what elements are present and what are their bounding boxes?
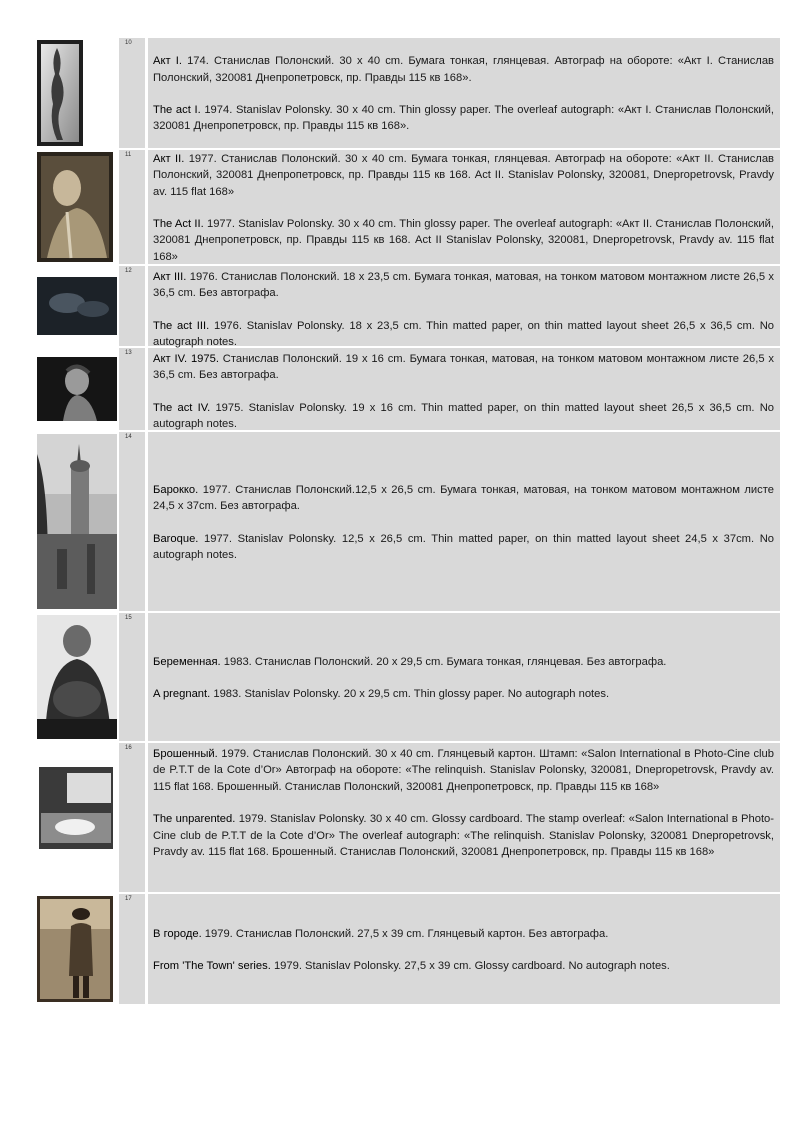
russian-text: 1976. Станислав Полонский. 18 x 23,5 cm. Бумага тонкая, матовая, на тонком матовом монтажном листе 26,5 x 36,5 cm. Без автографа. xyxy=(153,271,774,300)
number-cell xyxy=(117,348,148,430)
description-cell xyxy=(148,150,780,264)
catalog-row xyxy=(35,38,780,150)
russian-text: 1979. Станислав Полонский. 27,5 x 39 cm. Глянцевый картон. Без автографа. xyxy=(201,927,609,940)
catalog-row xyxy=(35,432,780,613)
english-title: The act IV. xyxy=(153,401,211,414)
catalog-row xyxy=(35,894,780,1006)
number-cell xyxy=(117,743,148,892)
english-title: The act III. xyxy=(153,319,210,332)
thumbnail-cell xyxy=(35,894,117,1004)
english-text: 1976. Stanislav Polonsky. 18 x 23,5 cm. Thin matted paper, on thin matted layout sheet 26,5 x 36,5 cm. No autograph notes. xyxy=(153,319,774,349)
russian-title: В городе. xyxy=(153,927,202,940)
street-child-photo-icon xyxy=(37,763,115,873)
description-cell xyxy=(148,38,780,148)
item-number: 17 xyxy=(125,896,132,902)
description-cell xyxy=(148,432,780,611)
english-title: The unparented. xyxy=(153,813,236,826)
english-description xyxy=(153,531,774,564)
description-cell xyxy=(148,743,780,892)
english-description xyxy=(153,686,774,702)
dark-figure-photo-icon xyxy=(37,277,117,335)
catalog-row xyxy=(35,743,780,894)
russian-title: Барокко. xyxy=(153,483,199,496)
description-cell xyxy=(148,348,780,430)
nude-figure-photo-icon xyxy=(37,40,83,146)
baroque-church-photo-icon xyxy=(37,434,117,609)
thumbnail-cell xyxy=(35,613,117,741)
russian-title: Акт IV. 1975. xyxy=(153,353,219,365)
english-text: 1979. Stanislav Polonsky. 30 x 40 cm. Glossy cardboard. The stamp overleaf: «Salon International в Photo-Cine club de P.T.T de la Cote d’Or» The overleaf autograph: «The relinquish. Stanislav Polonsky, 320081 Dnepropetrovsk, Pravdy av. 115 flat 168. Брошенный. Станислав Полонский, 320081 Днепропетровск, пр. Правды 115 кв 168» xyxy=(153,813,774,859)
thumbnail-cell xyxy=(35,743,117,892)
russian-text: 1983. Станислав Полонский. 20 x 29,5 cm. Бумага тонкая, глянцевая. Без автографа. xyxy=(220,655,667,668)
item-number: 15 xyxy=(125,615,132,621)
thumbnail-cell xyxy=(35,348,117,430)
russian-title: Беременная. xyxy=(153,655,221,668)
thumbnail-cell xyxy=(35,150,117,264)
item-number: 13 xyxy=(125,350,132,356)
catalog-row xyxy=(35,348,780,432)
russian-title: Акт I. xyxy=(153,55,182,68)
english-text: 1977. Stanislav Polonsky. 30 x 40 cm. Thin glossy paper. The overleaf autograph: «Акт II. Станислав Полонский, 320081 Днепропетровск, пр. Правды 115 кв 168. Act II Stanislav Polonsky, 320081, Dnepropetrovsk, Pravdy av. 115 flat 168» xyxy=(153,218,774,263)
number-cell xyxy=(117,266,148,346)
russian-title: Акт III. xyxy=(153,271,187,283)
english-title: Baroque. xyxy=(153,532,199,545)
russian-title: Акт II. xyxy=(153,152,185,165)
sepia-portrait-photo-icon xyxy=(37,152,113,262)
russian-text: 1977. Станислав Полонский.12,5 x 26,5 cm. Бумага тонкая, матовая, на тонком матовом монтажном листе 24,5 x 37cm. Без автографа. xyxy=(153,483,774,513)
item-number: 14 xyxy=(125,434,132,440)
catalog-table xyxy=(35,38,780,1006)
russian-text: 174. Станислав Полонский. 30 x 40 cm. Бумага тонкая, глянцевая. Автограф на обороте: «Акт I. Станислав Полонский, 320081 Днепропетровск, пр. Правды 115 кв 168». xyxy=(153,55,775,84)
russian-description xyxy=(153,151,774,200)
english-title: From 'The Town' series. xyxy=(153,960,271,972)
english-text: 1975. Stanislav Polonsky. 19 x 16 cm. Thin matted paper, on thin matted layout sheet 26,5 x 36,5 cm. No autograph notes. xyxy=(153,401,774,431)
russian-description xyxy=(153,53,774,86)
dark-portrait-photo-icon xyxy=(37,357,117,421)
english-text: 1979. Stanislav Polonsky. 27,5 x 39 cm. Glossy cardboard. No autograph notes. xyxy=(270,960,670,972)
russian-description xyxy=(153,746,774,795)
description-cell xyxy=(148,266,780,349)
item-number: 12 xyxy=(125,268,132,274)
thumbnail-cell xyxy=(35,432,117,611)
english-title: The Act II. xyxy=(153,218,204,230)
russian-description xyxy=(153,926,774,942)
number-cell xyxy=(117,150,148,264)
english-text: 1977. Stanislav Polonsky. 12,5 x 26,5 cm. Thin matted paper, on thin matted layout sheet 24,5 x 37cm. No autograph notes. xyxy=(153,532,774,561)
russian-description xyxy=(153,269,774,302)
english-description xyxy=(153,811,774,860)
english-text: 1974. Stanislav Polonsky. 30 x 40 cm. Thin glossy paper. The overleaf autograph: «Акт I. Станислав Полонский, 320081 Днепропетровск, пр. Правды 115 кв 168». xyxy=(153,104,774,133)
number-cell xyxy=(117,894,148,1004)
english-description xyxy=(153,400,774,433)
english-description xyxy=(153,318,774,351)
russian-text: 1979. Станислав Полонский. 30 x 40 cm. Глянцевый картон. Штамп: «Salon International в Photo-Cine club de P.T.T de la Cote d’Or» Автограф на обороте: «The relinquish. Stanislav Polonsky, 320081, Dnepropetrovsk, Pravdy av. 115 flat 168. Брошенный. Станислав Полонский, 320081 Днепропетровск, пр. Правды 115 кв 168» xyxy=(153,748,774,793)
item-number: 11 xyxy=(125,152,132,158)
russian-text: Станислав Полонский. 19 x 16 cm. Бумага тонкая, матовая, на тонком матовом монтажном листе 26,5 x 36,5 cm. Без автографа. xyxy=(153,353,774,382)
catalog-row xyxy=(35,266,780,348)
english-title: The act I. xyxy=(153,104,201,116)
english-description xyxy=(153,216,774,265)
item-number: 16 xyxy=(125,745,132,751)
item-number: 10 xyxy=(125,40,132,46)
russian-description xyxy=(153,654,774,670)
description-cell xyxy=(148,613,780,741)
russian-description xyxy=(153,351,774,384)
english-title: A pregnant. xyxy=(153,688,211,700)
english-description xyxy=(153,958,774,974)
russian-text: 1977. Станислав Полонский. 30 x 40 cm. Бумага тонкая, глянцевая. Автограф на обороте: «Акт II. Станислав Полонский, 320081 Днепропетровск, пр. Правды 115 кв 168. Act II. Stanislav Polonsky, 320081, Dnepropetrovsk, Pravdy av. 115 flat 168» xyxy=(153,152,775,198)
number-cell xyxy=(117,613,148,741)
number-cell xyxy=(117,38,148,148)
english-text: 1983. Stanislav Polonsky. 20 x 29,5 cm. Thin glossy paper. No autograph notes. xyxy=(210,688,610,700)
english-description xyxy=(153,102,774,135)
pregnant-woman-photo-icon xyxy=(37,615,117,739)
town-man-photo-icon xyxy=(37,896,113,1002)
russian-description xyxy=(153,482,774,515)
number-cell xyxy=(117,432,148,611)
russian-title: Брошенный. xyxy=(153,748,218,760)
description-cell xyxy=(148,894,780,1004)
thumbnail-cell xyxy=(35,266,117,346)
catalog-row xyxy=(35,613,780,743)
catalog-row xyxy=(35,150,780,266)
thumbnail-cell xyxy=(35,38,117,148)
